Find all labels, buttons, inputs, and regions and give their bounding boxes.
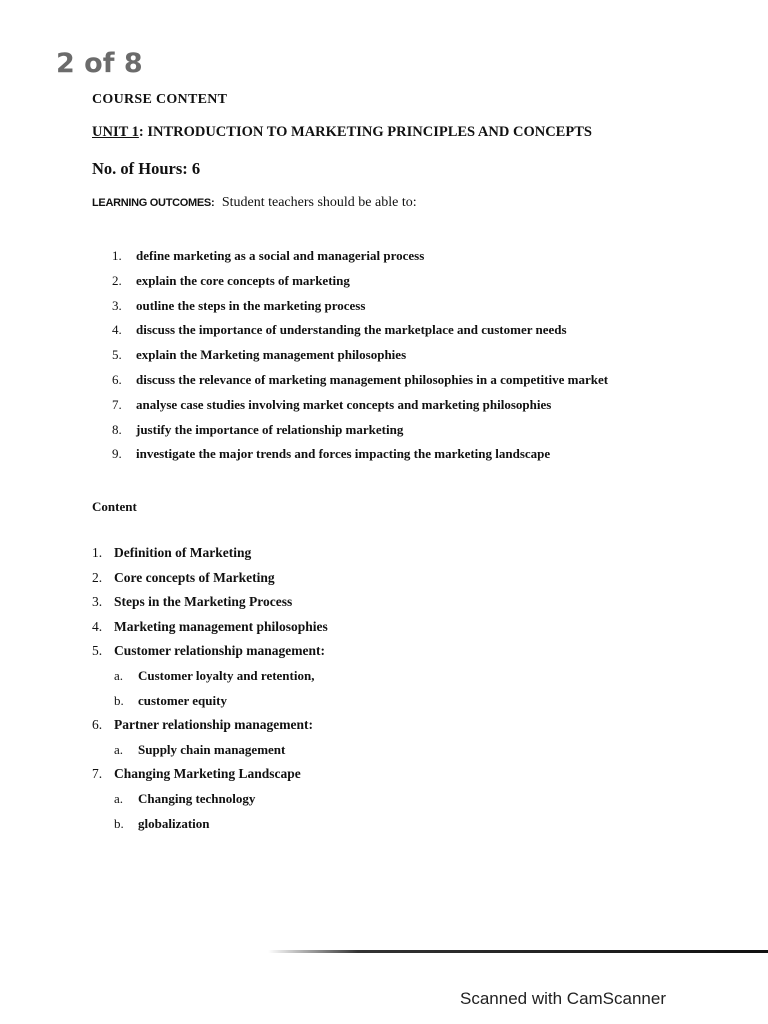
content-number: b. [114, 815, 124, 831]
content-text: Marketing management philosophies [114, 618, 328, 634]
outcome-number: 1. [112, 248, 122, 263]
outcome-item [112, 248, 608, 273]
content-heading: Content [92, 499, 137, 514]
outcome-item [112, 422, 608, 447]
outcome-number: 2. [112, 272, 122, 288]
page-indicator: 2 of 8 [56, 48, 143, 79]
outcome-number: 9. [112, 446, 122, 462]
outcome-text: investigate the major trends and forces impacting the marketing landscape [136, 446, 551, 462]
content-number: 6. [92, 717, 103, 733]
content-number: 7. [92, 766, 103, 782]
content-item [92, 643, 328, 668]
learning-outcomes-intro: Student teachers should be able to: [221, 195, 417, 210]
outcome-text: analyse case studies involving market concepts and marketing philosophies [136, 396, 552, 412]
outcome-text: explain the core concepts of marketing [136, 272, 350, 288]
unit-label: UNIT 1 [92, 124, 139, 140]
content-text: Customer loyalty and retention, [138, 667, 315, 683]
outcome-text: discuss the relevance of marketing management philosophies in a competitive market [136, 371, 609, 387]
content-text: globalization [138, 815, 210, 831]
outcome-number: 3. [112, 297, 122, 313]
content-number: 5. [92, 643, 103, 659]
content-number: b. [114, 692, 124, 708]
content-number: a. [114, 667, 124, 683]
content-text: Changing Marketing Landscape [114, 766, 301, 782]
content-text: Changing technology [138, 790, 256, 806]
content-subitem [92, 668, 328, 693]
outcome-text: define marketing as a social and managerial process [136, 248, 425, 263]
content-subitem [92, 816, 328, 841]
outcome-item [112, 397, 608, 422]
content-number: a. [114, 790, 124, 806]
content-subitem [92, 742, 328, 767]
learning-outcomes-line [92, 195, 417, 211]
content-item [92, 545, 328, 570]
footer-divider [268, 950, 768, 953]
content-list [92, 545, 328, 840]
outcome-text: outline the steps in the marketing process [136, 297, 366, 313]
learning-outcomes-label: LEARNING OUTCOMES: [92, 197, 215, 209]
outcome-item [112, 298, 608, 323]
outcome-text: discuss the importance of understanding the marketplace and customer needs [136, 322, 567, 338]
unit-title [92, 124, 592, 141]
content-item [92, 594, 328, 619]
unit-title-text: : INTRODUCTION TO MARKETING PRINCIPLES AND CONCEPTS [138, 124, 592, 140]
content-text: Steps in the Marketing Process [114, 594, 293, 610]
outcome-item [112, 347, 608, 372]
content-subitem [92, 693, 328, 718]
content-item [92, 619, 328, 644]
content-item [92, 766, 328, 791]
content-text: Supply chain management [138, 741, 286, 757]
content-text: Partner relationship management: [114, 717, 313, 733]
outcome-number: 8. [112, 421, 122, 437]
outcome-number: 4. [112, 322, 122, 338]
outcome-item [112, 322, 608, 347]
content-text: Customer relationship management: [114, 643, 325, 659]
outcome-item [112, 372, 608, 397]
outcome-number: 7. [112, 396, 122, 412]
outcome-text: justify the importance of relationship marketing [136, 421, 404, 437]
outcome-number: 6. [112, 371, 122, 387]
content-number: 2. [92, 569, 103, 585]
outcome-text: explain the Marketing management philosophies [136, 347, 407, 363]
outcome-item [112, 446, 608, 471]
content-text: Core concepts of Marketing [114, 569, 275, 585]
course-content-heading: COURSE CONTENT [92, 92, 228, 107]
outcome-item [112, 273, 608, 298]
content-number: 3. [92, 594, 103, 610]
content-item [92, 570, 328, 595]
outcomes-list [112, 248, 608, 471]
content-number: 4. [92, 618, 103, 634]
scanner-watermark: Scanned with CamScanner [460, 989, 667, 1008]
content-text: customer equity [138, 692, 227, 708]
content-item [92, 717, 328, 742]
outcome-number: 5. [112, 347, 122, 363]
content-text: Definition of Marketing [114, 545, 252, 560]
content-subitem [92, 791, 328, 816]
content-number: a. [114, 741, 124, 757]
content-number: 1. [92, 545, 103, 560]
hours-line: No. of Hours: 6 [92, 159, 201, 178]
